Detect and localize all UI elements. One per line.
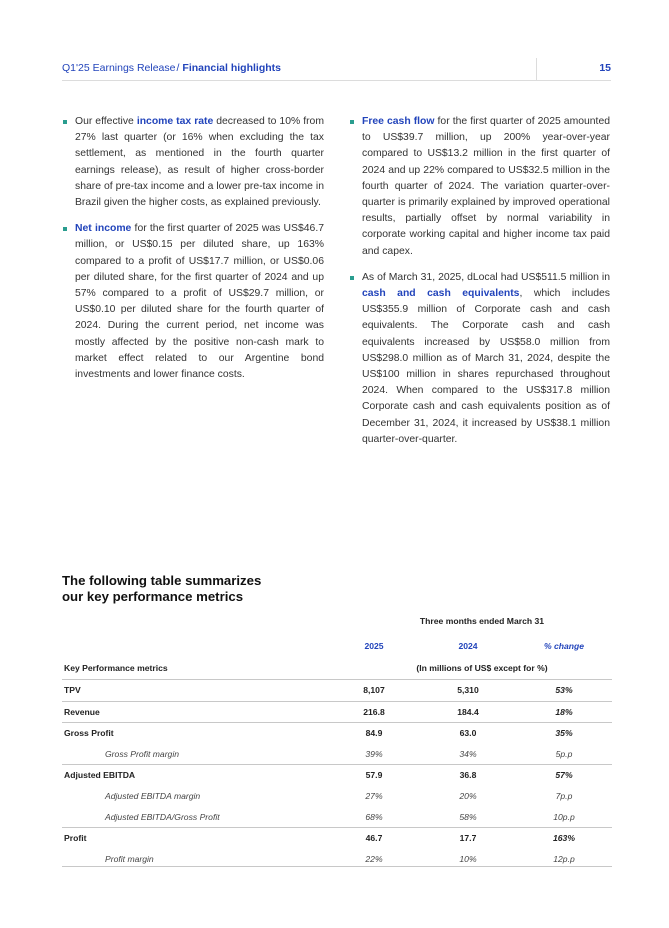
value-2025: 39%	[365, 748, 383, 759]
value-change: 35%	[555, 728, 573, 739]
header-divider	[536, 58, 537, 80]
value-2024: 34%	[459, 748, 477, 759]
value-2025: 22%	[365, 853, 383, 864]
bullet-cash-equivalents	[349, 270, 610, 448]
value-2024: 184.4	[457, 706, 479, 717]
value-2025: 8,107	[363, 685, 385, 695]
left-column	[62, 114, 324, 393]
row-label: Adjusted EBITDA/Gross Profit	[105, 811, 220, 822]
value-2024: 5,310	[457, 685, 479, 695]
bullet-highlight: Free cash flow	[362, 116, 435, 127]
table-row	[62, 807, 612, 828]
value-2024: 20%	[459, 790, 477, 801]
bullet-income-tax-rate	[62, 114, 324, 211]
value-2025: 216.8	[363, 706, 385, 717]
bullet-text: decreased to 10% from 27% last quarter (or 16% when excluding the tax settlement, as mentioned in the fourth quarter earnings release), as result of higher cross-border share of pre-tax income and a lower pre-tax income in Brazil given the higher costs, as explained previously.	[75, 116, 324, 209]
row-label: Adjusted EBITDA	[64, 770, 136, 781]
bullet-text: for the first quarter of 2025 was US$46.7 million, or US$0.15 per diluted share, up 163% compared to a profit of US$17.7 million, or US$0.06 per diluted share, for the first quarter of 2024 and up 57% compared to a profit of US$29.7 million, or US$0.10 per diluted share for the fourth quarter of 2024. During the current period, net income was mostly affected by the positive non-cash mark to market effect related to our Argentine bond investments and lower finance costs.	[75, 223, 324, 381]
value-2024: 63.0	[459, 728, 477, 739]
value-2025: 84.9	[365, 728, 383, 739]
row-label: Gross Profit margin	[105, 748, 180, 759]
value-change: 7p.p	[555, 790, 573, 801]
bullet-free-cash-flow	[349, 114, 610, 260]
column-header-2024: 2024	[458, 641, 478, 651]
breadcrumb-separator: /	[176, 62, 180, 74]
table-body	[62, 679, 612, 869]
bullet-text: Our effective	[75, 116, 137, 127]
table-row	[62, 722, 612, 744]
bullet-highlight: Net income	[75, 223, 132, 235]
value-2024: 58%	[459, 811, 477, 822]
units-label: (In millions of US$ except for %)	[416, 663, 548, 673]
page-number: 15	[599, 62, 611, 74]
bullet-text: for the first quarter of 2025 amounted to US$39.7 million, up 200% year-over-year compared to US$13.2 million in the first quarter of 2024 and up 22% compared to US$32.5 million in the fourth quarter of 2024. The variation quarter-over-quarter is primarily explained by improved operational results, partially offset by normal variability in corporate working capital and higher income tax paid and capex.	[362, 116, 611, 257]
breadcrumb	[62, 62, 281, 74]
bullet-net-income	[62, 221, 324, 383]
section-title: Financial highlights	[182, 62, 282, 74]
value-2024: 10%	[459, 853, 477, 864]
row-label: Profit margin	[105, 853, 154, 864]
column-header-change: % change	[543, 641, 585, 651]
value-2024: 36.8	[459, 770, 477, 781]
column-header-2025: 2025	[364, 641, 384, 651]
bullet-text: As of March 31, 2025, dLocal had US$511.5 million in	[362, 271, 610, 283]
value-change: 163%	[553, 833, 575, 844]
value-change: 10p.p	[553, 811, 575, 822]
bullet-highlight: cash and cash equivalents	[362, 288, 520, 300]
table-row	[62, 744, 612, 765]
table-title-line: The following table summarizes	[62, 573, 262, 588]
period-header: Three months ended March 31	[419, 616, 545, 626]
table-row	[62, 827, 612, 849]
value-change: 53%	[555, 685, 573, 695]
value-change: 12p.p	[553, 853, 575, 864]
table-bottom-rule	[62, 866, 612, 867]
row-label: Gross Profit	[64, 728, 114, 739]
value-2024: 17.7	[459, 833, 477, 844]
value-change: 57%	[555, 770, 573, 781]
row-label: Revenue	[64, 706, 100, 717]
table-row	[62, 680, 612, 701]
value-2025: 68%	[365, 811, 383, 822]
value-2025: 46.7	[365, 833, 383, 844]
value-change: 5p.p	[555, 748, 573, 759]
value-2025: 27%	[365, 790, 383, 801]
row-label: Adjusted EBITDA margin	[105, 790, 201, 801]
bullet-text: , which includes US$355.9 million of Corporate cash and cash equivalents. The Corporate cash and cash equivalents increased by US$58.0 million from US$298.0 million as of March 31, 2024, despite the US$100 million in shares repurchased throughout 2024. When compared to the US$317.8 million Corporate cash and cash equivalents position as of December 31, 2024, it increased by US$38.1 million quarter-over-quarter.	[362, 288, 610, 445]
table-row	[62, 786, 612, 807]
value-2025: 57.9	[365, 770, 383, 781]
release-title: Q1'25 Earnings Release	[62, 62, 176, 74]
table-row	[62, 701, 612, 723]
page-header	[62, 58, 611, 81]
value-change: 18%	[555, 706, 573, 717]
right-column	[349, 114, 610, 458]
row-label: Profit	[64, 833, 87, 844]
row-label: TPV	[64, 685, 81, 695]
table-title-line: our key performance metrics	[62, 589, 244, 604]
table-title	[62, 573, 261, 605]
row-header-label: Key Performance metrics	[64, 663, 168, 673]
bullet-highlight: income tax rate	[136, 116, 214, 127]
table-row	[62, 764, 612, 786]
